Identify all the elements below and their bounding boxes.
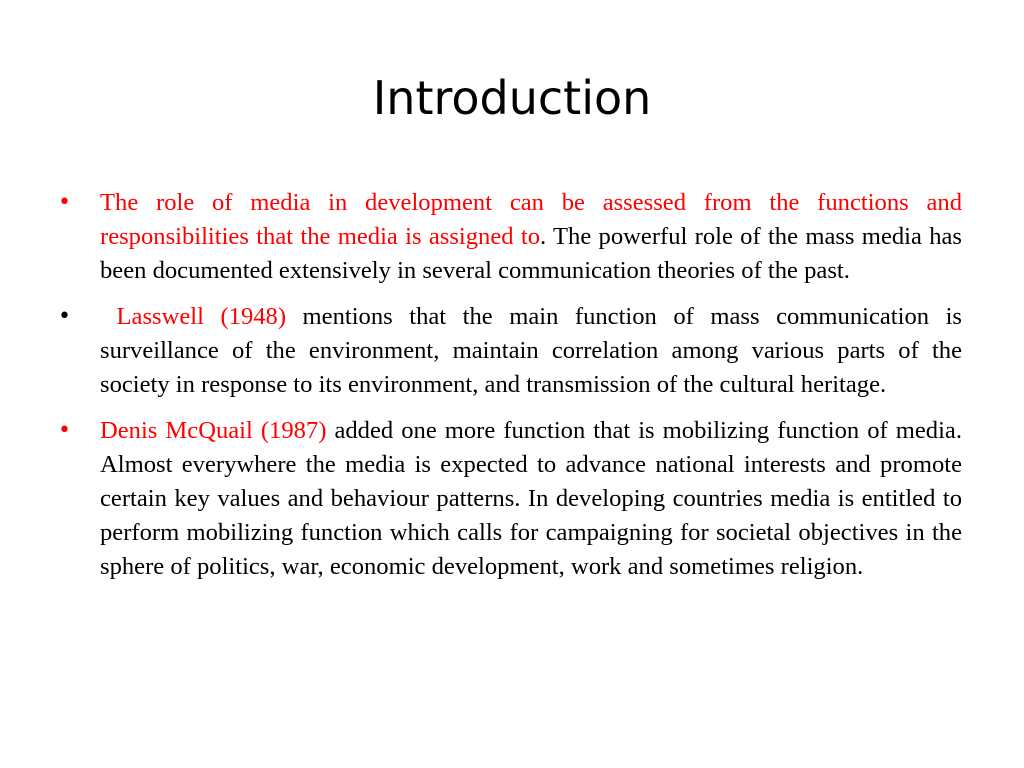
bullet-2-highlight: Lasswell (1948) xyxy=(100,303,287,330)
bullet-marker: • xyxy=(58,418,71,443)
bullet-3-highlight: Denis McQuail (1987) xyxy=(100,417,327,444)
bullet-1-highlight: The role of media in development can be assessed from the functions and responsibilities that the media is assigned to xyxy=(100,189,962,250)
bullet-list xyxy=(58,186,962,596)
bullet-1-text: . The powerful role of the mass media has been documented extensively in several communication theories of the past. xyxy=(100,223,962,284)
bullet-marker: • xyxy=(58,304,71,329)
bullet-3-text: added one more function that is mobilizing function of media. Almost everywhere the media is expected to advance national interests and promote certain key values and behaviour patterns. In developing countries media is entitled to perform mobilizing function which calls for campaigning for societal objectives in the sphere of politics, war, economic development, work and sometimes religion. xyxy=(100,417,962,580)
slide-title: Introduction xyxy=(372,71,652,125)
bullet-item-2 xyxy=(58,300,962,402)
bullet-marker: • xyxy=(58,190,71,215)
bullet-item-3 xyxy=(58,414,962,584)
bullet-item-1 xyxy=(58,186,962,288)
bullet-2-text: mentions that the main function of mass communication is surveillance of the environment, maintain correlation among various parts of the society in response to its environment, and transmission of the cultural heritage. xyxy=(100,303,962,398)
